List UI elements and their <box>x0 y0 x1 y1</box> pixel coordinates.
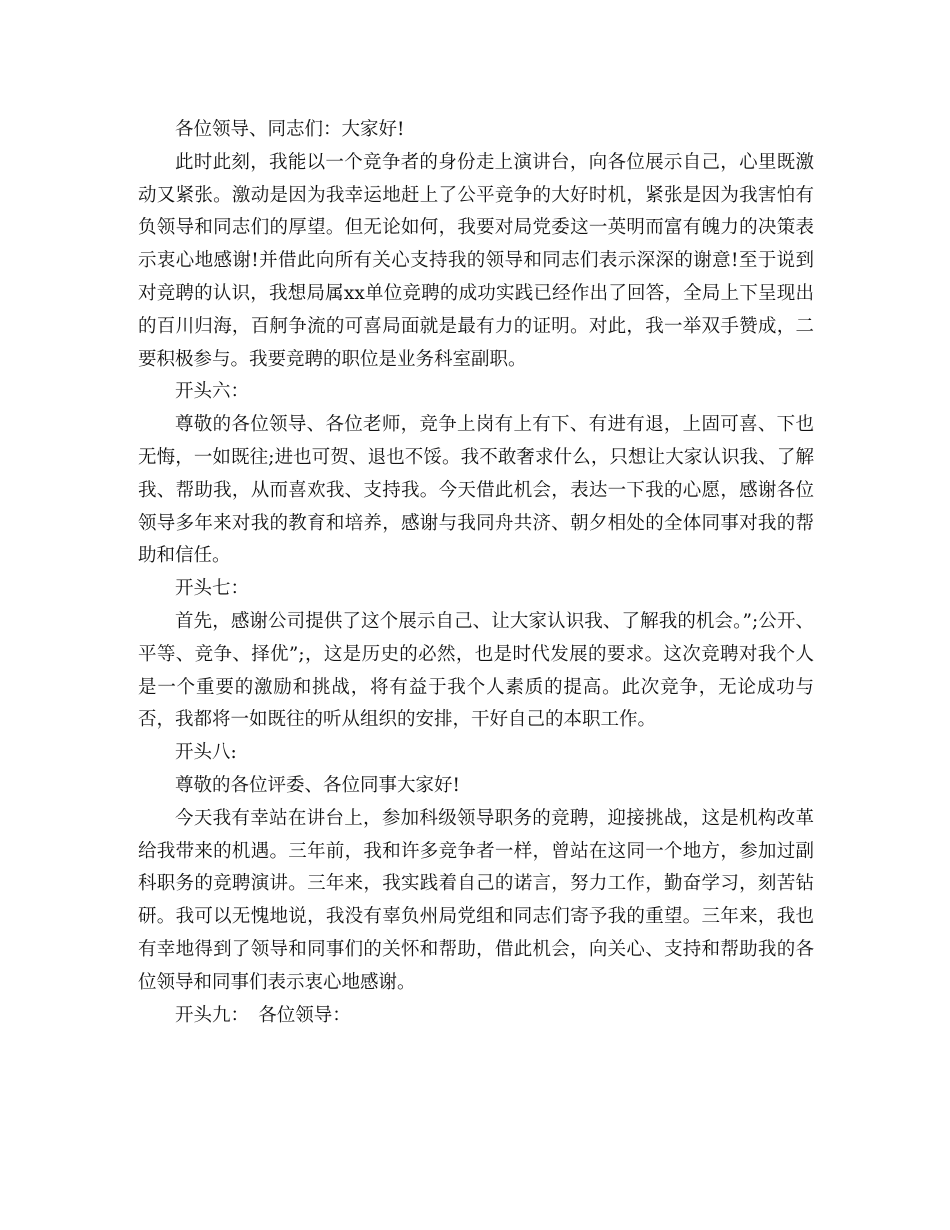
document-body <box>138 114 814 1032</box>
body-paragraph: 此时此刻，我能以一个竞争者的身份走上演讲台，向各位展示自己，心里既激动又紧张。激动是因为我幸运地赶上了公平竞争的大好时机，紧张是因为我害怕有负领导和同志们的厚望。但无论如何，我要对局党委这一英明而富有魄力的决策表示衷心地感谢!并借此向所有关心支持我的领导和同志们表示深深的谢意!至于说到对竞聘的认识，我想局属xx单位竞聘的成功实践已经作出了回答，全局上下呈现出的百川归海，百舸争流的可喜局面就是最有力的证明。对此，我一举双手赞成，二要积极参与。我要竞聘的职位是业务科室副职。 <box>138 151 814 370</box>
body-paragraph: 尊敬的各位领导、各位老师，竞争上岗有上有下、有进有退，上固可喜、下也无悔，一如既往;进也可贺、退也不馁。我不敢奢求什么，只想让大家认识我、了解我、帮助我，从而喜欢我、支持我。今天借此机会，表达一下我的心愿，感谢各位领导多年来对我的教育和培养，感谢与我同舟共济、朝夕相处的全体同事对我的帮助和信任。 <box>138 414 814 567</box>
body-paragraph: 今天我有幸站在讲台上，参加科级领导职务的竞聘，迎接挑战，这是机构改革给我带来的机遇。三年前，我和许多竞争者一样，曾站在这同一个地方，参加过副科职务的竞聘演讲。三年来，我实践着自己的诺言，努力工作，勤奋学习，刻苦钻研。我可以无愧地说，我没有辜负州局党组和同志们寄予我的重望。三年来，我也有幸地得到了领导和同事们的关怀和帮助，借此机会，向关心、支持和帮助我的各位领导和同事们表示衷心地感谢。 <box>138 807 814 993</box>
section-heading: 开头九： 各位领导： <box>175 1004 351 1026</box>
section-heading: 开头八: <box>175 742 237 764</box>
section-heading: 开头七： <box>175 578 250 600</box>
greeting-paragraph: 各位领导、同志们：大家好! <box>175 119 405 140</box>
section-heading: 开头六： <box>175 381 250 403</box>
greeting-paragraph: 尊敬的各位评委、各位同事大家好! <box>175 774 460 796</box>
body-paragraph: 首先，感谢公司提供了这个展示自己、让大家认识我、了解我的机会。”;公开、平等、竞争、择优”;，这是历史的必然，也是时代发展的要求。这次竞聘对我个人是一个重要的激励和挑战，将有益于我个人素质的提高。此次竞争，无论成功与否，我都将一如既往的听从组织的安排，干好自己的本职工作。 <box>138 610 814 731</box>
